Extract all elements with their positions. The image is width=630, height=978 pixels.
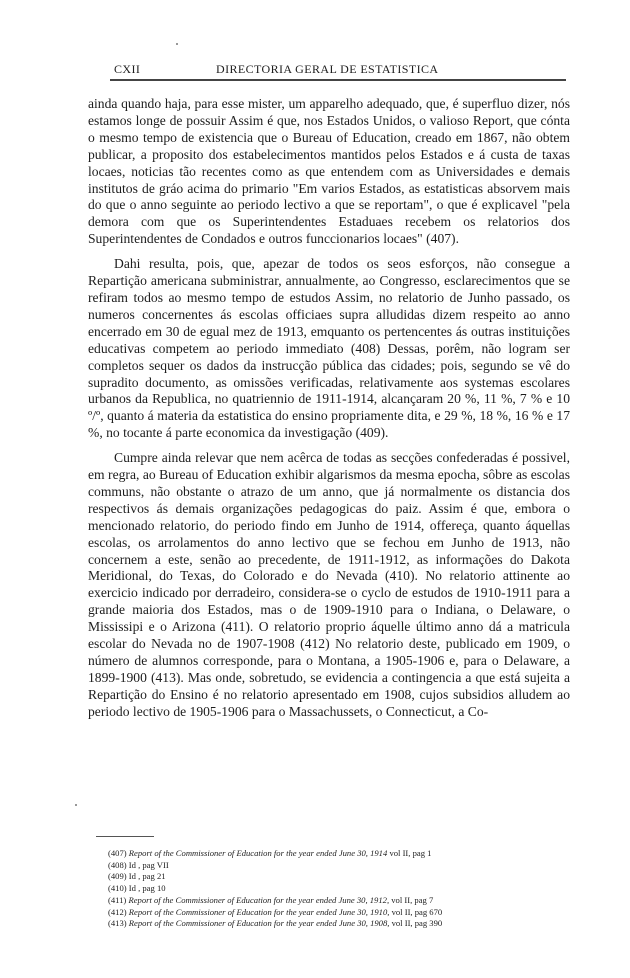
footnote [108, 907, 568, 919]
footnote-ref: vol II, pag 1 [389, 848, 432, 858]
footnote [108, 918, 568, 930]
footnote-number: (413) [108, 918, 127, 929]
footnote-number: (409) [108, 871, 127, 882]
footnote-number: (411) [108, 894, 127, 905]
footnote-title: Report of the Commissioner of Education for the year ended June 30, 1910, [128, 906, 390, 917]
header-rule [110, 76, 566, 81]
footnote-ref: vol II, pag 390 [391, 918, 443, 929]
footnote-title: Report of the Commissioner of Education for the year ended June 30, 1908, [128, 918, 390, 929]
footnote [108, 895, 568, 907]
running-header [88, 58, 570, 78]
running-title: DIRECTORIA GERAL DE ESTATISTICA [216, 62, 439, 76]
scan-speck [176, 43, 178, 45]
footnote [108, 883, 568, 895]
footnote [108, 848, 568, 860]
paragraph: Dahi resulta, pois, que, apezar de todos os seos esforços, não consegue a Repartição americana subministrar, annualmente, ao Congresso, esclarecimentos que se refiram todos ao mesmo tempo de estudos Assim, no relatorio de Junho passado, os numeros concernentes ás escolas officiaes supra alludidas dizem respeito ao anno encerrado em 30 de egual mez de 1913, emquanto os pertencentes ás outras instituições educativas competem ao periodo immediato (408) Dessas, porêm, não logram ser completos sequer os dados da instrucção pública das cidades; pois, segundo se vê do supradito documento, as omissões verificadas, relativamente aos systemas escolares urbanos da Republica, no quatriennio de 1911-1914, alcançaram 20 %, 11 %, 7 % e 10 º/º, quanto á materia da estatistica do ensino propriamente dita, e 29 %, 18 %, 16 % e 17 %, no tocante á parte economica da investigação (409). [88, 256, 570, 441]
footnote-separator [96, 836, 154, 837]
scan-speck [75, 804, 77, 806]
footnote-ref: Id , pag VII [128, 859, 169, 870]
footnote [108, 860, 568, 872]
footnote-number: (407) [108, 848, 127, 858]
footnote [108, 871, 568, 883]
footnote-ref: Id , pag 10 [128, 883, 166, 894]
footnote-ref: Id , pag 21 [128, 871, 166, 882]
footnotes [108, 848, 568, 930]
body-text [88, 96, 570, 729]
paragraph: ainda quando haja, para esse mister, um apparelho adequado, que, é superfluo dizer, nós estamos longe de possuir Assim é que, nos Estados Unidos, o valioso Report, que cónta o mesmo tempo de existencia que o Bureau of Education, creado em 1867, não obtem publicar, a proposito dos estabelecimentos mantidos pelos Estados e á custa de taxas locaes, noticias tão recentes como as que entendem com as Universidades e demais institutos de gráo acima do primario "Em varios Estados, as estatisticas absorvem mais do que o anno seguinte ao periodo lectivo a que se reportam", o que é explicavel "pela demora com que os Superintendentes Estaduaes recebem os relatorios dos Superintendentes de Condados e outros funccionarios locaes" (407). [88, 96, 570, 247]
footnote-title: Report of the Commissioner of Education for the year ended June 30, 1912, [128, 894, 390, 905]
page-number: CXII [114, 62, 141, 76]
footnote-ref: vol II, pag 670 [391, 906, 443, 917]
page [88, 58, 570, 929]
paragraph: Cumpre ainda relevar que nem acêrca de todas as secções confederadas é possivel, em regra, ao Bureau of Education exhibir algarismos da mesma epocha, sôbre as escolas communs, não obstante o atrazo de um anno, que já normalmente os distancia dos respectivos ás demais organizações pedagogicas do paiz. Assim é que, embora o mencionado relatorio, do periodo findo em Junho de 1914, offereça, quanto áquellas escolas, os arrolamentos do anno lectivo que se fechou em Junho de 1913, não concernem a este, senão ao precedente, de 1911-1912, as informações do Dakota Meridional, do Texas, do Colorado e do Nevada (410). No relatorio attinente ao exercicio indicado por derradeiro, considera-se o cyclo de estudos de 1910-1911 para a grande maioria dos Estados, mas o de 1909-1910 para o Indiana, o Delaware, o Mississipi e o Arizona (411). O relatorio proprio áquelle último anno dá a matricula escolar do Nevada no de 1907-1908 (412) No relatorio deste, publicado em 1909, o número de alumnos corresponde, para o Montana, a 1905-1906 e, para o Delaware, a 1899-1900 (413). Mas onde, sobretudo, se evidencia a contingencia a que está sujeita a Repartição do Ensino é no relatorio apresentado em 1908, cujos subsidios alludem ao periodo lectivo de 1905-1906 para o Massachussets, o Connecticut, a Co- [88, 450, 570, 719]
footnote-number: (412) [108, 906, 127, 917]
footnote-number: (408) [108, 859, 127, 870]
footnote-title: Report of the Commissioner of Education for the year ended June 30, 1914 [128, 848, 388, 858]
footnote-ref: vol II, pag 7 [391, 894, 434, 905]
footnote-number: (410) [108, 883, 127, 894]
